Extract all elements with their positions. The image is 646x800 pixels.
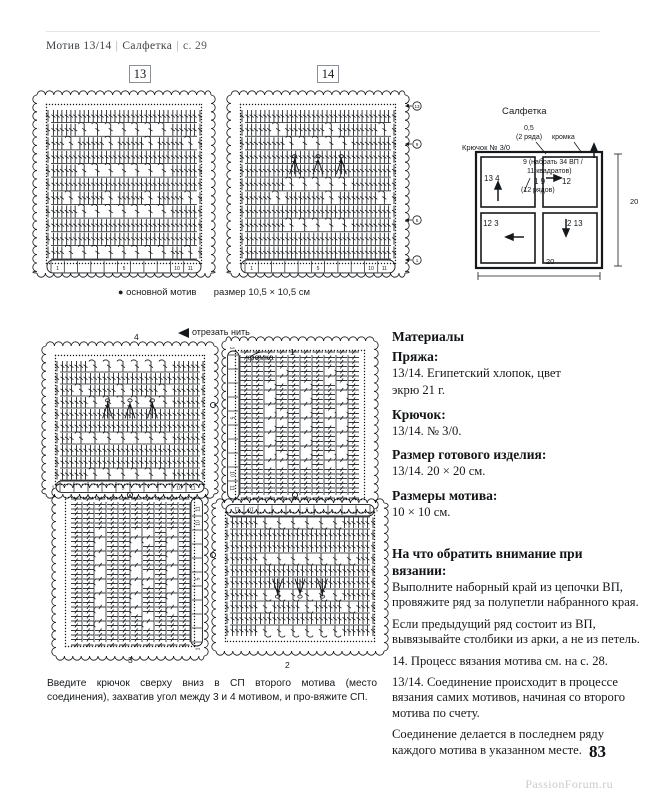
assembly-note: Введите крючок сверху вниз в СП второго мотива (место соединения), захватив угол между 3 и 4 мотивом, и про-вяжите СП. (47, 678, 377, 704)
crochet-chart-13 (34, 92, 214, 277)
schematic-quadrant-top-right-b: 12 (562, 177, 571, 186)
finished-size-heading: Размер готового изделия: (392, 447, 547, 463)
notes-heading-line1: На что обратить внимание при (392, 546, 583, 562)
header-rule (46, 31, 600, 32)
crochet-chart-14-svg (228, 92, 428, 277)
breadcrumb-separator-1: | (115, 40, 119, 52)
assembly-cut-thread-label: отрезать нить (192, 327, 250, 337)
finished-size-value: 13/14. 20 × 20 см. (392, 464, 486, 479)
breadcrumb-motif: Мотив 13/14 (46, 40, 112, 52)
assembly-quadrant-1: 1 (290, 347, 295, 357)
schematic-quadrant-bottom-left: 12 3 (483, 219, 499, 228)
svg-text:11: 11 (195, 506, 202, 512)
assembly-diagram-svg (45, 345, 385, 650)
chart-caption (118, 287, 310, 298)
svg-text:11: 11 (234, 505, 240, 512)
schematic-quadrant-top-right-a: 1 9 (534, 177, 546, 186)
schematic-title: Салфетка (502, 106, 547, 117)
materials-column (392, 329, 642, 764)
svg-text:13: 13 (414, 104, 420, 109)
svg-text:5: 5 (305, 505, 309, 512)
svg-text:11: 11 (190, 485, 196, 492)
breadcrumb (46, 40, 207, 52)
assembly-schematic (462, 106, 646, 281)
svg-text:10: 10 (174, 265, 180, 272)
crochet-chart-13-svg (34, 92, 214, 277)
svg-text:10: 10 (368, 265, 374, 272)
schematic-rows-note: (12 рядов) (521, 187, 555, 194)
schematic-quadrant-bottom-right: 2 13 (567, 219, 583, 228)
svg-text:1: 1 (415, 258, 419, 263)
svg-text:1: 1 (51, 485, 55, 492)
svg-text:1: 1 (56, 265, 60, 272)
svg-text:11: 11 (187, 265, 193, 272)
assembly-diagram (45, 345, 385, 650)
svg-text:9: 9 (415, 142, 419, 147)
svg-text:5: 5 (228, 416, 235, 420)
schematic-edge-size: 0,5 (524, 125, 534, 132)
chart-badge-13: 13 (129, 65, 151, 83)
notes-paragraph-1: Выполните наборный край из цепочки ВП, провяжите ряд за полупетли набранного края. (392, 580, 639, 610)
schematic-cast-on-line1: 9 (набрать 34 ВП / (523, 159, 583, 166)
assembly-quadrant-3: 3 (128, 655, 133, 665)
motif-size-heading: Размеры мотива: (392, 487, 498, 503)
materials-heading: Материалы (392, 329, 465, 344)
schematic-quadrant-top-left: 13 4 (484, 174, 500, 183)
svg-text:5: 5 (195, 577, 202, 581)
svg-text:1: 1 (250, 265, 254, 272)
bullet-icon: ● (118, 287, 124, 297)
schematic-dim-right: 20 (630, 197, 639, 206)
schematic-edge-rows: (2 ряда) (516, 134, 543, 141)
notes-paragraph-5: Соединение делается в последнем ряду каждого мотива в указанном месте. (392, 727, 605, 757)
breadcrumb-page-ref: с. 29 (182, 40, 208, 52)
notes-paragraph-3: 14. Процесс вязания мотива см. на с. 28. (392, 653, 608, 668)
schematic-edge-label: кромка (552, 134, 575, 141)
page-number: 83 (589, 742, 606, 761)
breadcrumb-separator-2: | (176, 40, 179, 52)
svg-text:5: 5 (122, 265, 126, 272)
schematic-cast-on-line2: 11 квадратов) (527, 168, 572, 175)
chart-caption-size: размер 10,5 × 10,5 см (213, 287, 311, 298)
crochet-chart-14 (228, 92, 428, 277)
yarn-heading: Пряжа: (392, 349, 439, 364)
svg-text:5: 5 (121, 485, 125, 492)
motif-size-value: 10 × 10 см. (392, 504, 451, 519)
assembly-quadrant-4: 4 (134, 332, 139, 342)
notes-heading-line2: вязании: (392, 563, 447, 579)
svg-text:11: 11 (381, 265, 387, 272)
chart-badge-14: 14 (317, 65, 339, 83)
svg-text:1: 1 (375, 505, 379, 512)
chart-caption-text: основной мотив (126, 287, 197, 298)
hook-heading: Крючок: (392, 406, 446, 422)
yarn-value-line2: экрю 21 г. (392, 383, 446, 398)
notes-paragraph-2: Если предыдущий ряд состоит из ВП, вывязывайте столбики из арки, а не из петель. (392, 616, 640, 647)
svg-text:1: 1 (195, 647, 202, 651)
svg-text:10: 10 (248, 505, 254, 512)
schematic-dim-bottom: 20 (546, 257, 555, 266)
svg-text:10: 10 (228, 471, 235, 477)
svg-text:1: 1 (228, 346, 235, 350)
watermark: PassionForum.ru (525, 777, 613, 791)
svg-text:5: 5 (415, 218, 419, 223)
schematic-hook-label: Крючок № 3/0 (462, 143, 510, 152)
svg-text:5: 5 (316, 265, 320, 272)
svg-text:10: 10 (176, 485, 182, 492)
assembly-quadrant-2: 2 (285, 660, 290, 670)
yarn-value-line1: 13/14. Египетский хлопок, цвет (392, 366, 561, 380)
hook-value: 13/14. № 3/0. (392, 423, 462, 438)
assembly-edge-label: кромка (246, 352, 274, 362)
svg-text:10: 10 (195, 520, 202, 526)
notes-paragraph-4: 13/14. Соединение происходит в процессе вязания самих мотивов, начиная со второго мотива по счету. (392, 675, 626, 720)
svg-text:11: 11 (228, 485, 235, 491)
breadcrumb-item: Салфетка (122, 40, 173, 52)
